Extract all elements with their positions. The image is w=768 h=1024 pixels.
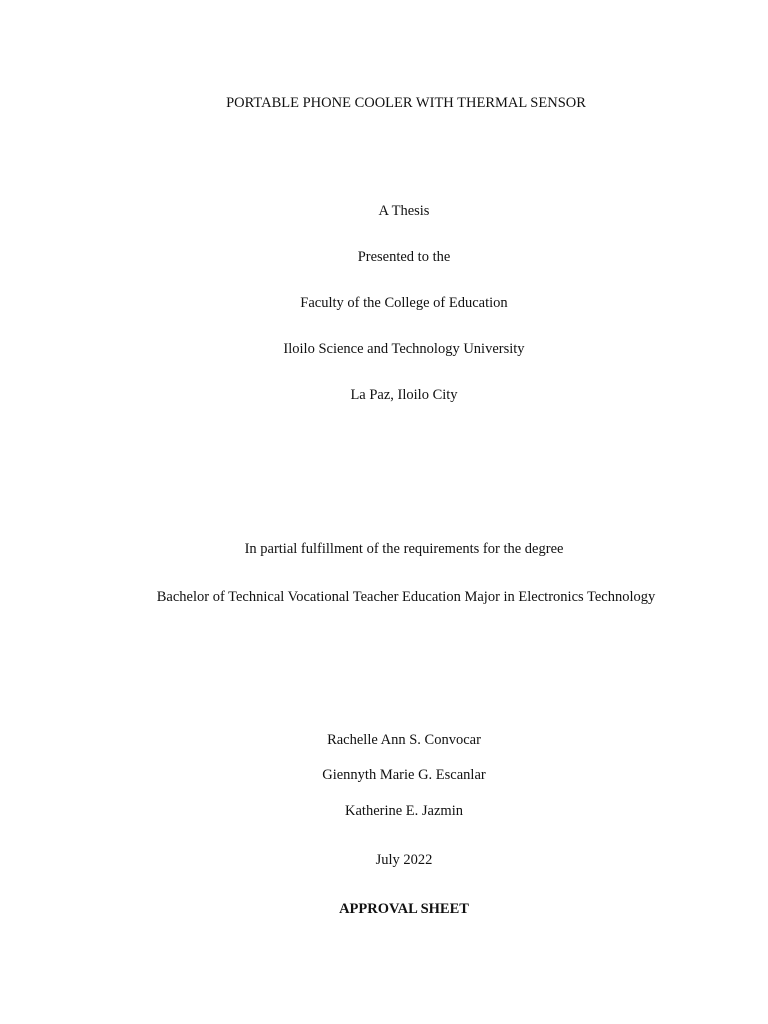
- presentation-line-location: La Paz, Iloilo City: [350, 387, 458, 403]
- author-name: Katherine E. Jazmin: [345, 803, 463, 819]
- fulfillment-statement: In partial fulfillment of the requirements for the degree: [244, 541, 564, 557]
- presentation-line-university: Iloilo Science and Technology University: [283, 341, 525, 357]
- submission-date: July 2022: [375, 852, 433, 868]
- thesis-title: PORTABLE PHONE COOLER WITH THERMAL SENSOR: [226, 95, 586, 111]
- degree-name: Bachelor of Technical Vocational Teacher Education Major in Electronics Technology: [156, 589, 656, 605]
- author-name: Rachelle Ann S. Convocar: [327, 732, 481, 748]
- presentation-line-thesis: A Thesis: [378, 203, 430, 219]
- author-name: Giennyth Marie G. Escanlar: [322, 767, 486, 783]
- presentation-line-presented: Presented to the: [357, 249, 451, 265]
- presentation-line-faculty: Faculty of the College of Education: [300, 295, 508, 311]
- approval-sheet-heading: APPROVAL SHEET: [339, 901, 469, 917]
